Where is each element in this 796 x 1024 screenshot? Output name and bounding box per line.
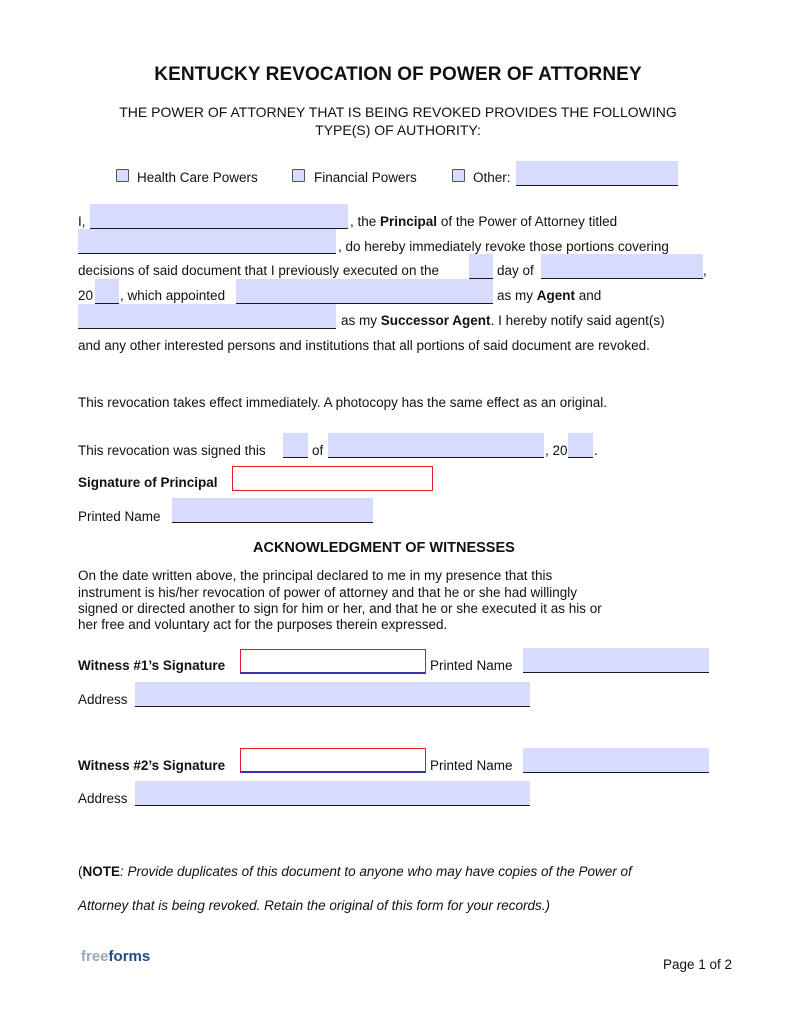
witness1-signature-label: Witness #1’s Signature [78,658,226,673]
agent-text: as my Agent and [497,288,602,303]
witness-para-line-4: her free and voluntary act for the purposes therein expressed. [78,617,448,632]
signed-year-field[interactable] [568,433,593,458]
witness1-address-label: Address [78,692,128,707]
line1-prefix: I, [78,214,86,229]
witness1-signature-field[interactable] [240,649,426,674]
principal-signature-label: Signature of Principal [78,475,218,490]
signed-of-text: of [312,443,324,458]
witness-para-line-2: instrument is his/her revocation of power of attorney and that he or she had willingly [78,585,578,600]
note-label: NOTE [82,864,121,879]
executed-day-field[interactable] [469,254,493,279]
which-appointed-text: , which appointed [120,288,226,303]
executed-year-field[interactable] [95,279,119,304]
health-care-label: Health Care Powers [137,170,258,185]
other-authority-field[interactable] [516,161,678,186]
witness1-printed-name-field[interactable] [523,648,709,673]
witness-para-line-3: signed or directed another to sign for him or her, and that he or she executed it as his or [78,601,602,616]
signed-period: . [594,443,598,458]
signed-year-prefix: , 20 [545,443,568,458]
witness1-printed-name-label: Printed Name [430,658,513,673]
signed-this-text: This revocation was signed this [78,443,266,458]
principal-name-field[interactable] [90,204,348,229]
signed-month-field[interactable] [328,433,544,458]
witness-para-line-1: On the date written above, the principal declared to me in my presence that this [78,568,553,583]
financial-label: Financial Powers [314,170,417,185]
principal-signature-field[interactable] [232,466,433,491]
agent-term: Agent [536,288,576,303]
financial-checkbox[interactable] [292,169,305,182]
line1-text: , the Principal of the Power of Attorney titled [350,214,618,229]
subtitle-line-2: TYPE(S) OF AUTHORITY: [315,122,481,138]
witness2-signature-field[interactable] [240,748,426,773]
freeforms-logo: freeforms [81,948,151,965]
witness2-address-field[interactable] [135,781,530,806]
successor-agent-field[interactable] [78,304,336,329]
agent-name-field[interactable] [236,279,493,304]
document-title: KENTUCKY REVOCATION OF POWER OF ATTORNEY [154,64,642,85]
health-care-checkbox[interactable] [116,169,129,182]
witness2-address-label: Address [78,791,128,806]
principal-printed-name-field[interactable] [172,498,373,523]
principal-term: Principal [380,214,438,229]
witness2-printed-name-label: Printed Name [430,758,513,773]
principal-printed-name-label: Printed Name [78,509,161,524]
page-number: Page 1 of 2 [663,957,733,972]
witness1-address-field[interactable] [135,682,530,707]
signed-day-field[interactable] [283,433,308,458]
other-label: Other: [473,170,511,185]
line3-text: decisions of said document that I previously executed on the [78,263,439,278]
successor-agent-term: Successor Agent [380,313,491,328]
year-prefix: 20 [78,288,94,303]
executed-month-field[interactable] [541,254,703,279]
note-line-1: (NOTE: Provide duplicates of this document to anyone who may have copies of the Power of [78,864,632,879]
successor-text: as my Successor Agent. I hereby notify said agent(s) [341,313,665,328]
subtitle-line-1: THE POWER OF ATTORNEY THAT IS BEING REVOKED PROVIDES THE FOLLOWING [119,104,677,120]
other-checkbox[interactable] [452,169,465,182]
effect-text: This revocation takes effect immediately. A photocopy has the same effect as an original. [78,395,608,410]
witness2-printed-name-field[interactable] [523,748,709,773]
line2-text: , do hereby immediately revoke those portions covering [338,239,669,254]
line6-text: and any other interested persons and institutions that all portions of said document are revoked. [78,338,650,353]
witnesses-heading: ACKNOWLEDGMENT OF WITNESSES [253,540,515,556]
day-of-text: day of [497,263,534,278]
note-line-2: Attorney that is being revoked. Retain the original of this form for your records.) [78,898,550,913]
comma-text: , [703,263,707,278]
witness2-signature-label: Witness #2’s Signature [78,758,226,773]
poa-title-field[interactable] [78,229,336,254]
